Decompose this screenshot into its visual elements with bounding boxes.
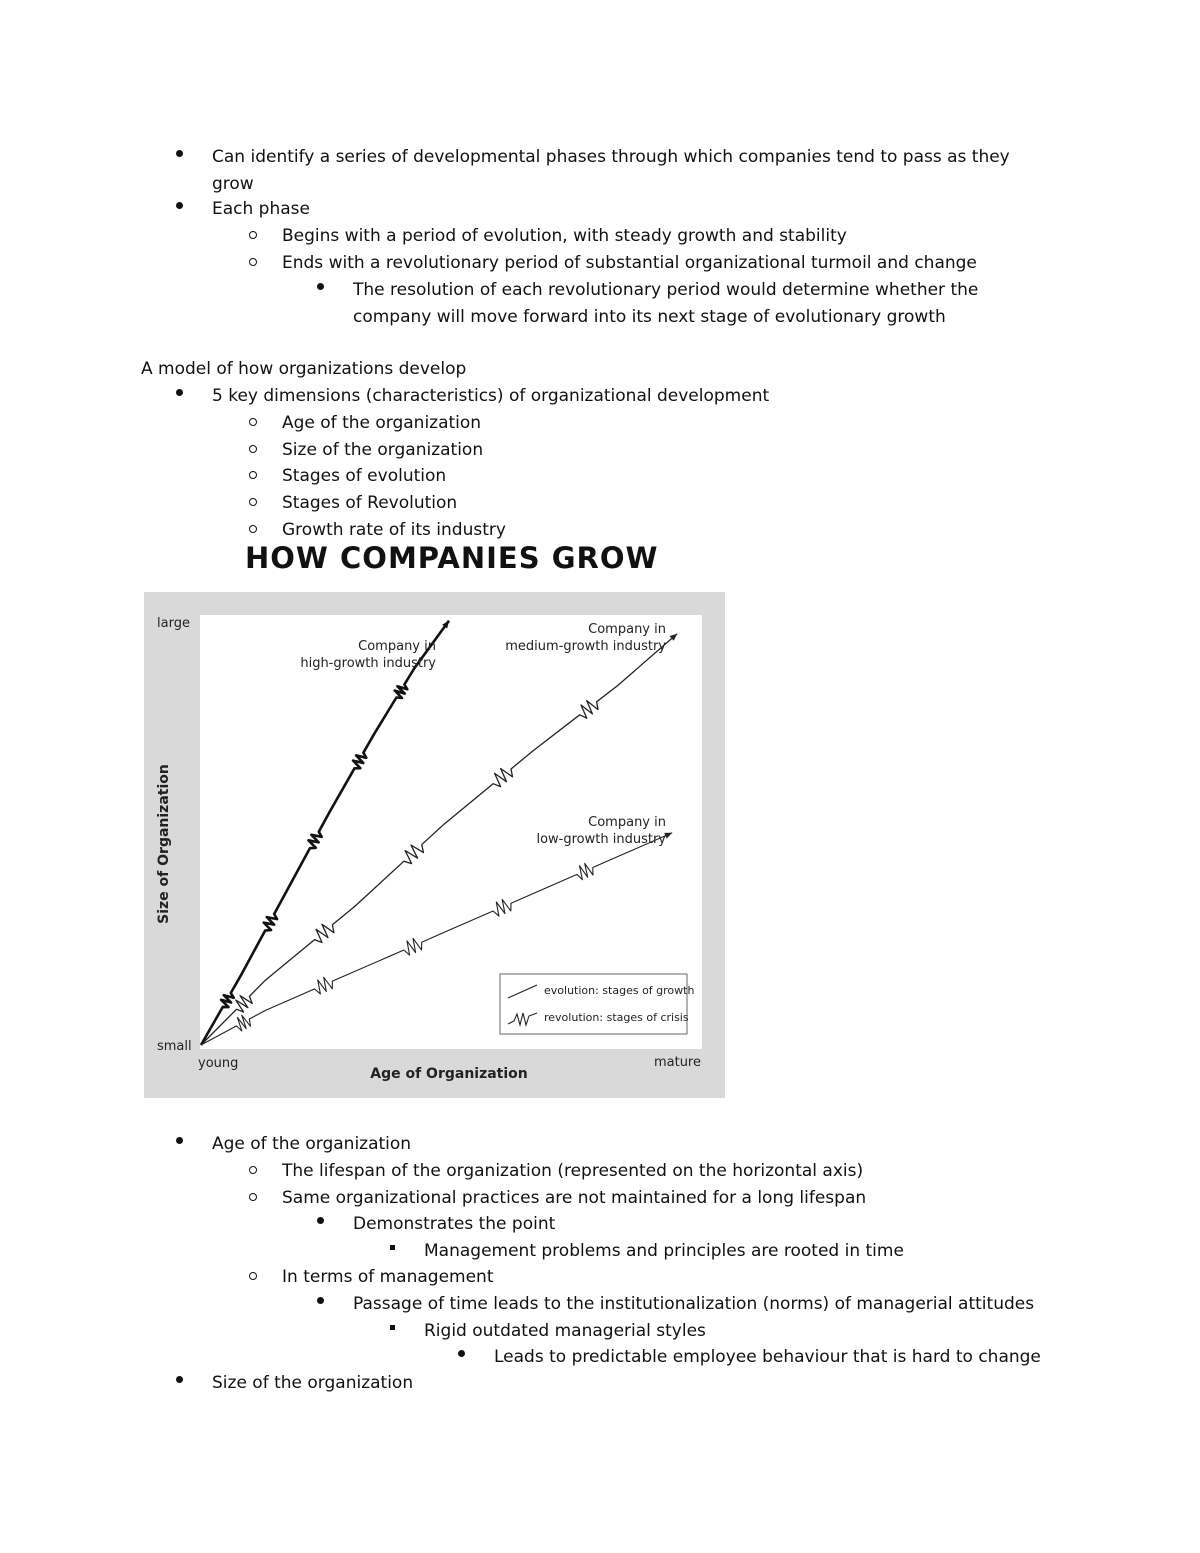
growth-chart [144,592,725,1098]
size-heading: Size of the organization [212,1373,414,1393]
model-line: Stages of evolution [282,466,447,486]
bullet-dot [458,1346,465,1357]
x-tick-young: young [198,1056,239,1071]
intro-line: company will move forward into its next stage of evolutionary growth [353,307,946,327]
bullet-square [390,1320,395,1330]
bullet-dot [317,279,324,290]
x-tick-mature: mature [653,1055,701,1070]
bullet-circle [249,1187,257,1201]
bullet-circle [249,225,257,239]
age-line: The lifespan of the organization (represented on the horizontal axis) [282,1161,864,1181]
y-axis-label: Size of Organization [156,764,172,924]
model-line: Age of the organization [282,413,482,433]
age-heading: Age of the organization [212,1134,412,1154]
bullet-circle [249,252,257,266]
bullet-dot [176,1372,183,1383]
legend-revolution-label: revolution: stages of crisis [544,1011,689,1024]
bullet-circle [249,465,257,479]
intro-line: The resolution of each revolutionary period would determine whether the [353,280,979,300]
x-axis-label: Age of Organization [370,1066,528,1082]
bullet-square [390,1240,395,1250]
legend [500,974,694,1034]
model-line: Size of the organization [282,440,484,460]
intro-line: grow [212,174,254,194]
age-line: Same organizational practices are not maintained for a long lifespan [282,1188,867,1208]
bullet-dot [317,1213,324,1224]
series-label: Company in [588,622,666,637]
model-line: 5 key dimensions (characteristics) of organizational development [212,386,770,406]
series-label: low-growth industry [536,832,666,847]
bullet-circle [249,439,257,453]
series-label: Company in [358,639,436,654]
model-line: Growth rate of its industry [282,520,506,540]
series-label: high-growth industry [300,656,436,671]
series-label: Company in [588,815,666,830]
figure-title: HOW COMPANIES GROW [245,541,659,575]
legend-box [500,974,687,1034]
age-line: In terms of management [282,1267,494,1287]
intro-line: Each phase [212,199,310,219]
age-line: Management problems and principles are rooted in time [424,1241,904,1261]
intro-line: Can identify a series of developmental phases through which companies tend to pass as they [212,147,1010,167]
legend-evolution-label: evolution: stages of growth [544,984,695,997]
intro-line: Ends with a revolutionary period of substantial organizational turmoil and change [282,253,977,273]
bullet-circle [249,1160,257,1174]
growth-chart-svg [144,592,725,1098]
bullet-dot [176,146,183,157]
model-heading: A model of how organizations develop [141,359,467,379]
y-tick-large: large [157,616,190,631]
bullet-dot [176,198,183,209]
bullet-dot [176,1133,183,1144]
bullet-circle [249,492,257,506]
intro-line: Begins with a period of evolution, with steady growth and stability [282,226,847,246]
age-line: Leads to predictable employee behaviour that is hard to change [494,1347,1041,1367]
bullet-circle [249,519,257,533]
model-line: Stages of Revolution [282,493,458,513]
bullet-dot [317,1293,324,1304]
age-line: Rigid outdated managerial styles [424,1321,706,1341]
bullet-circle [249,412,257,426]
series-label: medium-growth industry [505,639,666,654]
age-line: Demonstrates the point [353,1214,556,1234]
y-tick-small: small [157,1039,192,1054]
age-line: Passage of time leads to the institutionalization (norms) of managerial attitudes [353,1294,1035,1314]
bullet-dot [176,385,183,396]
bullet-circle [249,1266,257,1280]
